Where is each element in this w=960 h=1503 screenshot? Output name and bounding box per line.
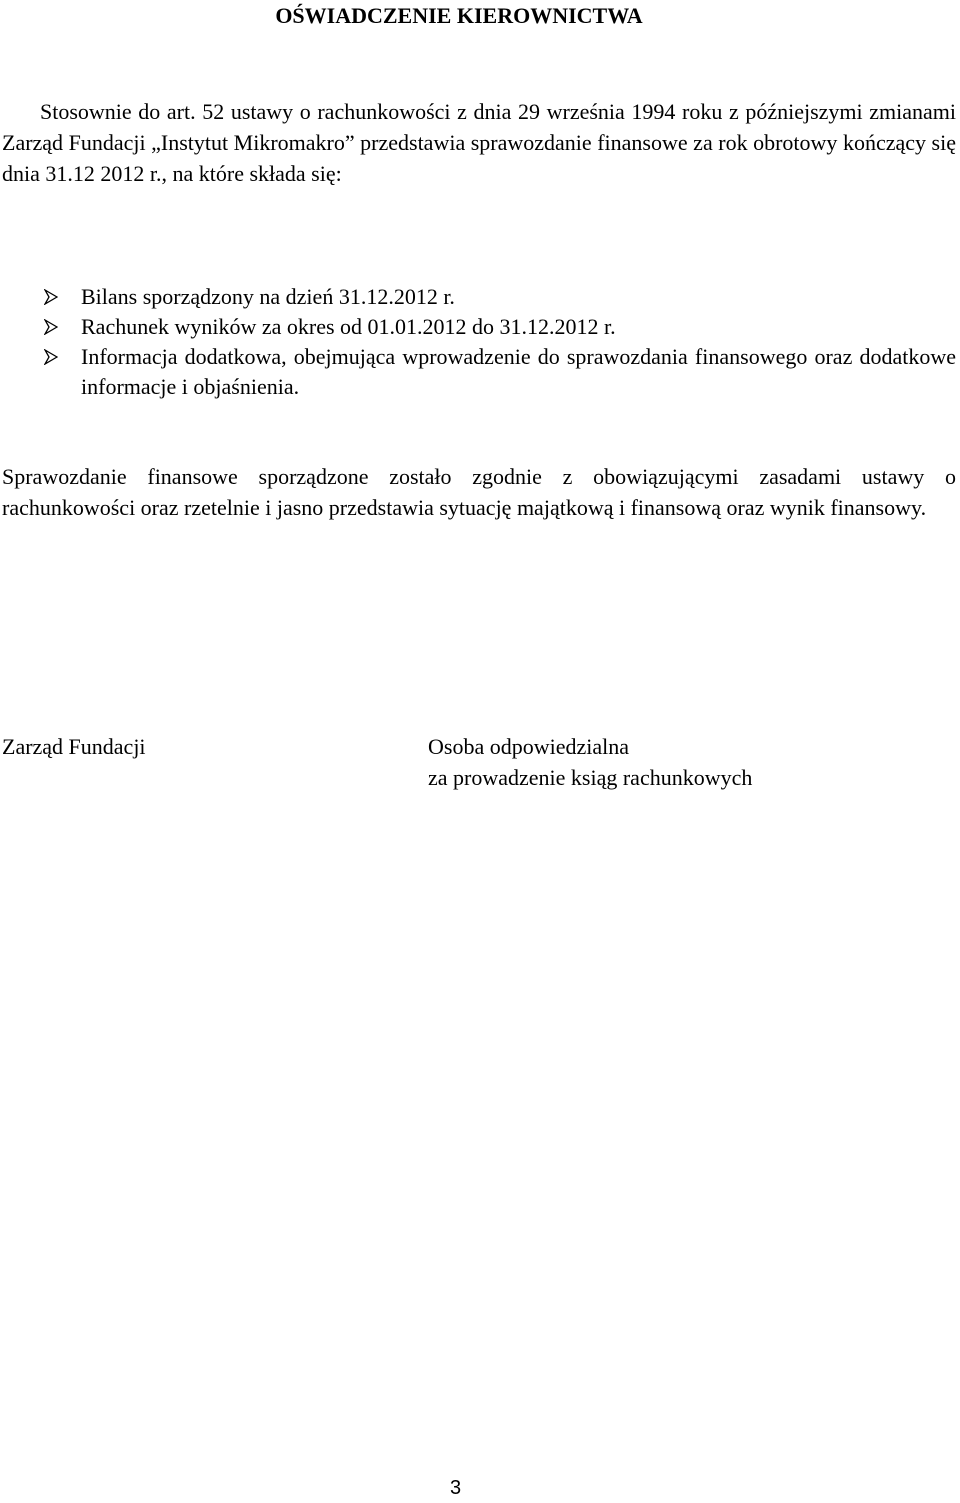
page-number: 3 — [450, 1477, 462, 1499]
signature-accountant-line1: Osoba odpowiedzialna — [428, 734, 629, 759]
list-item-text: Rachunek wyników za okres od 01.01.2012 do 31.12.2012 r. — [81, 314, 616, 339]
list-item — [44, 312, 956, 342]
list-item — [44, 342, 956, 402]
list-item-text: Informacja dodatkowa, obejmująca wprowadzenie do sprawozdania finansowego oraz dodatkowe informacje i objaśnienia. — [81, 344, 956, 399]
list-item — [44, 282, 956, 312]
document-title: OŚWIADCZENIE KIEROWNICTWA — [275, 3, 643, 28]
arrowhead-bullet-icon — [44, 349, 58, 365]
signature-accountant-line2: za prowadzenie ksiąg rachunkowych — [428, 765, 753, 790]
intro-paragraph: Stosownie do art. 52 ustawy o rachunkowości z dnia 29 września 1994 roku z późniejszymi zmianami Zarząd Fundacji „Instytut Mikromakro” przedstawia sprawozdanie finansowe za rok obrotowy kończący się dnia 31.12 2012 r., na które składa się: — [2, 99, 956, 186]
arrowhead-bullet-icon — [44, 319, 58, 335]
signature-board: Zarząd Fundacji — [2, 734, 146, 759]
closing-paragraph: Sprawozdanie finansowe sporządzone zostało zgodnie z obowiązującymi zasadami ustawy o rachunkowości oraz rzetelnie i jasno przedstawia sytuację majątkową i finansową oraz wynik finansowy. — [2, 464, 956, 520]
arrowhead-bullet-icon — [44, 289, 58, 305]
signature-accountant — [428, 731, 752, 793]
statement-components-list — [44, 282, 956, 402]
list-item-text: Bilans sporządzony na dzień 31.12.2012 r. — [81, 284, 455, 309]
